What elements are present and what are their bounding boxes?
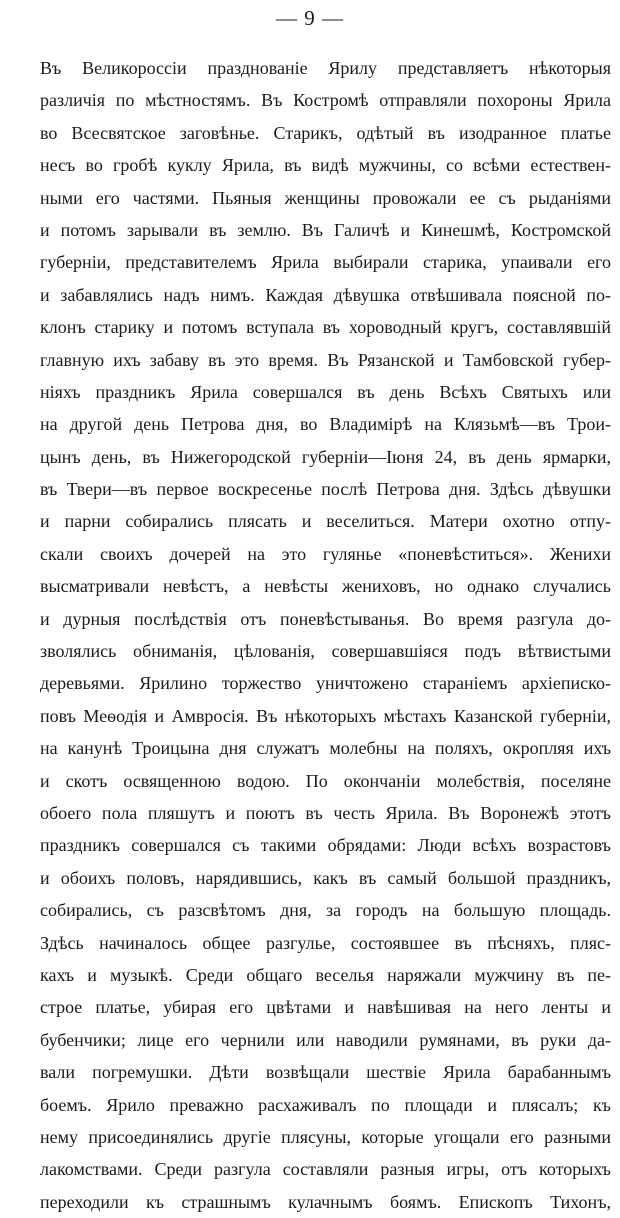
text-line: клонъ старику и потомъ вступала въ хороводный кругъ, составлявшій xyxy=(40,317,611,338)
text-line: въ Твери—въ первое воскресенье послѣ Петрова дня. Здѣсь дѣвушки xyxy=(40,479,611,500)
text-line: Въ Великороссіи празднованіе Ярилу представляетъ нѣкоторыя xyxy=(40,58,611,78)
text-line: нему присоединялись другіе плясуны, которые угощали его разными xyxy=(40,1126,611,1147)
text-line: несъ во гробѣ куклу Ярила, въ видѣ мужчины, со всѣми естествен- xyxy=(40,155,611,176)
text-line: обоего пола пляшутъ и поютъ въ честь Ярила. Въ Воронежѣ этотъ xyxy=(40,802,611,823)
text-line: ніяхъ праздникъ Ярила совершался въ день Всѣхъ Святыхъ или xyxy=(40,381,611,402)
text-line: главную ихъ забаву въ это время. Въ Рязанской и Тамбовской губер- xyxy=(40,349,611,370)
text-line: кахъ и музыкѣ. Среди общаго веселья наряжали мужчину въ пе- xyxy=(40,964,611,985)
text-line: лакомствами. Среди разгула составляли разныя игры, отъ которыхъ xyxy=(40,1159,611,1180)
text-line: переходили къ страшнымъ кулачнымъ боямъ. Епископъ Тихонъ, xyxy=(40,1191,611,1212)
text-line: губерніи, представителемъ Ярила выбирали старика, упаивали его xyxy=(40,252,611,273)
text-line: на канунѣ Троицына дня служатъ молебны на поляхъ, окропляя ихъ xyxy=(40,738,611,759)
body-text xyxy=(40,52,611,1218)
text-line: на другой день Петрова дня, во Владимірѣ на Клязьмѣ—въ Трои- xyxy=(40,414,611,435)
text-line: ными его частями. Пьяныя женщины провожали ее съ рыданіями xyxy=(40,187,611,208)
text-line: цынъ день, въ Нижегородской губерніи—Іюня 24, въ день ярмарки, xyxy=(40,446,611,467)
text-line: и парни собирались плясать и веселиться. Матери охотно отпу- xyxy=(40,511,611,532)
text-line: деревьями. Ярилино торжество уничтожено стараніемъ архіеписко- xyxy=(40,673,611,694)
text-line: и дурныя послѣдствія отъ поневѣстыванья. Во время разгула до- xyxy=(40,608,611,629)
text-line: повъ Меѳодія и Амвросія. Въ нѣкоторыхъ мѣстахъ Казанской губерніи, xyxy=(40,705,611,726)
text-line: боемъ. Ярило преважно расхаживалъ по площади и плясалъ; къ xyxy=(40,1094,611,1115)
text-line: строе платье, убирая его цвѣтами и навѣшивая на него ленты и xyxy=(40,997,611,1018)
text-line: собирались, съ разсвѣтомъ дня, за городъ на большую площадь. xyxy=(40,900,611,921)
text-line: Здѣсь начиналось общее разгулье, состоявшее въ пѣсняхъ, пляс- xyxy=(40,932,611,953)
text-line: высматривали невѣстъ, а невѣсты жениховъ, но однако случались xyxy=(40,576,611,597)
text-line: и забавлялись надъ нимъ. Каждая дѣвушка отвѣшивала поясной по- xyxy=(40,284,611,305)
text-line: во Всесвятское заговѣнье. Старикъ, одѣтый въ изодранное платье xyxy=(40,122,611,143)
text-line: скали своихъ дочерей на это гулянье «поневѣститься». Женихи xyxy=(40,543,611,564)
text-line: различія по мѣстностямъ. Въ Костромѣ отправляли похороны Ярила xyxy=(40,90,611,111)
text-line: бубенчики; лице его чернили или наводили румянами, въ руки да- xyxy=(40,1029,611,1050)
text-line: зволялись обниманія, цѣлованія, совершавшіяся подъ вѣтвистыми xyxy=(40,641,611,662)
text-line: и потомъ зарывали въ землю. Въ Галичѣ и Кинешмѣ, Костромской xyxy=(40,219,611,240)
text-line: и скотъ освященною водою. По окончаніи молебствія, поселяне xyxy=(40,770,611,791)
page-number: — 9 — xyxy=(276,6,344,30)
text-line: и обоихъ половъ, нарядившись, какъ въ самый большой праздникъ, xyxy=(40,867,611,888)
text-line: вали погремушки. Дѣти возвѣщали шествіе Ярила барабаннымъ xyxy=(40,1062,611,1083)
text-line: праздникъ совершался съ такими обрядами: Люди всѣхъ возрастовъ xyxy=(40,835,611,856)
